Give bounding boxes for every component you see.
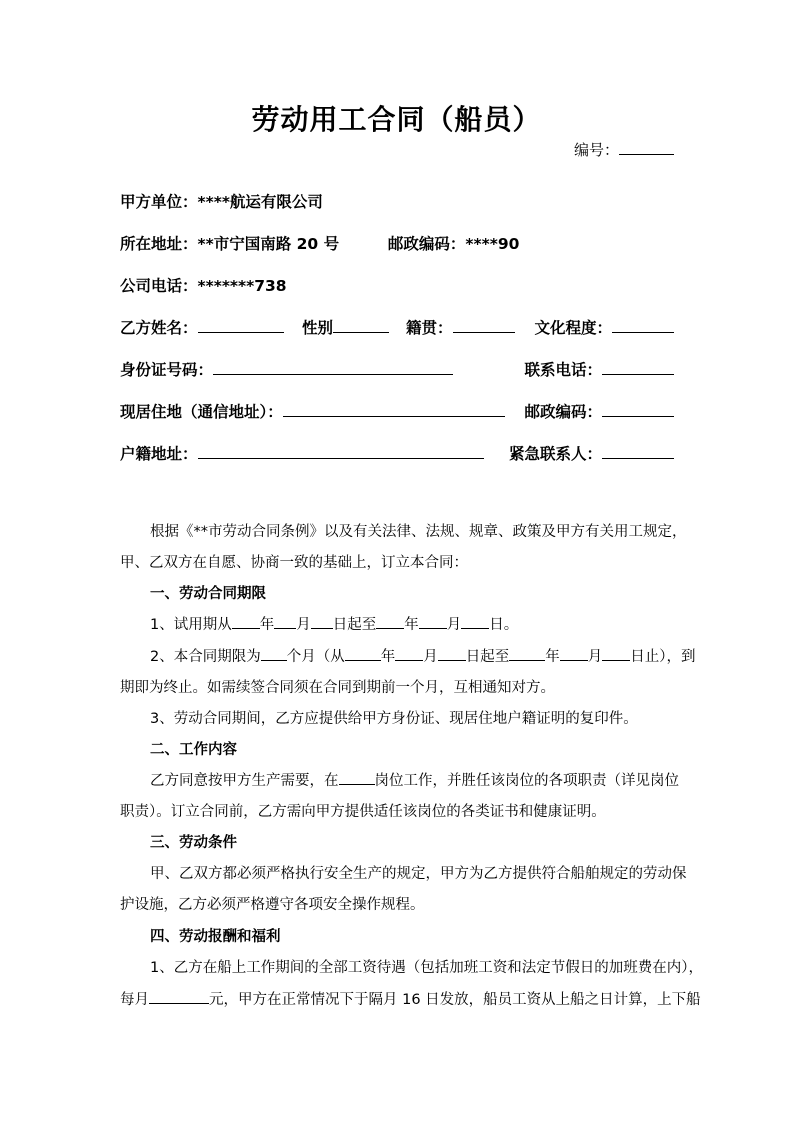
trial-end-year-blank[interactable] bbox=[376, 615, 404, 629]
s4-line2b: 元，甲方在正常情况下于隔月 16 日发放，船员工资从上船之日计算，上下船 bbox=[209, 992, 701, 1008]
party-b-row-3 bbox=[120, 400, 674, 422]
document-number bbox=[574, 139, 674, 160]
section-4-line-1: 1、乙方在船上工作期间的全部工资待遇（包括加班工资和法定节假日的加班费在内）， bbox=[150, 960, 703, 976]
s1-item1-to: 日起至 bbox=[332, 617, 377, 633]
trial-start-month-blank[interactable] bbox=[274, 615, 296, 629]
s1-item2-month: 月 bbox=[423, 649, 438, 665]
section-1-item-1 bbox=[120, 613, 704, 634]
party-a-postcode: 邮政编码：****90 bbox=[387, 235, 520, 253]
s1-item2-year: 年 bbox=[380, 649, 396, 665]
s1-item2-month2: 月 bbox=[587, 649, 603, 665]
s4-line2a: 每月 bbox=[120, 992, 149, 1008]
intro-line-2: 甲、乙双方在自愿、协商一致的基础上，订立本合同： bbox=[120, 555, 468, 571]
s1-item1-month: 月 bbox=[296, 617, 311, 633]
party-b-postcode-field[interactable] bbox=[602, 401, 674, 417]
section-2-line-1 bbox=[120, 769, 704, 790]
s1-item2-to: 日起至 bbox=[465, 649, 510, 665]
term-start-year-blank[interactable] bbox=[345, 647, 381, 661]
section-3-line-2: 护设施，乙方必须严格遵守各项安全操作规程。 bbox=[120, 897, 425, 913]
section-1-heading: 一、劳动合同期限 bbox=[150, 586, 266, 602]
section-2-heading: 二、工作内容 bbox=[150, 742, 237, 758]
party-b-id-label: 身份证号码： bbox=[120, 361, 214, 379]
party-b-id-field[interactable] bbox=[213, 359, 453, 375]
party-b-name-field[interactable] bbox=[198, 317, 284, 333]
s1-item2-text: 2、本合同期限为 bbox=[150, 649, 261, 665]
term-end-month-blank[interactable] bbox=[560, 647, 588, 661]
document-number-blank bbox=[619, 140, 674, 155]
section-1-item-2-cont: 期即为终止。如需续签合同须在合同到期前一个月，互相通知对方。 bbox=[120, 680, 555, 696]
party-a-address-text: 所在地址：**市宁国南路 20 号 bbox=[120, 235, 340, 253]
party-b-current-address-field[interactable] bbox=[283, 401, 505, 417]
document-number-label: 编号： bbox=[573, 141, 619, 159]
party-b-gender-label: 性别 bbox=[302, 319, 334, 337]
section-4-line-2 bbox=[120, 988, 701, 1009]
party-b-household-field[interactable] bbox=[198, 443, 484, 459]
term-start-month-blank[interactable] bbox=[395, 647, 423, 661]
position-blank[interactable] bbox=[339, 771, 375, 785]
party-b-education-field[interactable] bbox=[612, 317, 674, 333]
s1-item1-year: 年 bbox=[259, 617, 275, 633]
s2-line1a: 乙方同意按甲方生产需要，在 bbox=[150, 773, 339, 789]
party-b-postcode-label: 邮政编码： bbox=[524, 403, 602, 421]
party-b-contact-phone-field[interactable] bbox=[602, 359, 674, 375]
monthly-salary-blank[interactable] bbox=[149, 990, 209, 1004]
s1-item2-end: 日止），到 bbox=[630, 649, 696, 665]
s1-item2-months: 个月（从 bbox=[286, 649, 345, 665]
s1-item1-year2: 年 bbox=[404, 617, 419, 633]
section-3-heading: 三、劳动条件 bbox=[150, 835, 237, 851]
party-b-contact-phone-label: 联系电话： bbox=[524, 361, 602, 379]
party-b-row-4 bbox=[120, 442, 674, 464]
party-b-native-field[interactable] bbox=[453, 317, 515, 333]
party-b-row-1 bbox=[120, 316, 674, 338]
s1-item1-month2: 月 bbox=[446, 617, 462, 633]
trial-start-day-blank[interactable] bbox=[311, 615, 333, 629]
intro-line-1: 根据《**市劳动合同条例》以及有关法律、法规、规章、政策及甲方有关用工规定， bbox=[150, 524, 687, 540]
party-b-household-label: 户籍地址： bbox=[120, 445, 198, 463]
party-b-emergency-label: 紧急联系人： bbox=[508, 445, 602, 463]
party-b-name-label: 乙方姓名： bbox=[120, 319, 198, 337]
document-title: 劳动用工合同（船员） bbox=[251, 103, 542, 136]
party-b-emergency-field[interactable] bbox=[602, 443, 674, 459]
party-a-address bbox=[120, 232, 519, 254]
section-1-item-2 bbox=[120, 645, 704, 666]
section-4-heading: 四、劳动报酬和福利 bbox=[150, 929, 281, 945]
term-end-day-blank[interactable] bbox=[602, 647, 630, 661]
party-b-current-address-label: 现居住地（通信地址）： bbox=[120, 403, 283, 421]
term-end-year-blank[interactable] bbox=[509, 647, 545, 661]
section-2-line-2: 职责）。订立合同前，乙方需向甲方提供适任该岗位的各类证书和健康证明。 bbox=[120, 804, 606, 820]
party-b-gender-field[interactable] bbox=[333, 317, 389, 333]
party-b-native-label: 籍贯： bbox=[406, 319, 453, 337]
s2-line1b: 岗位工作，并胜任该岗位的各项职责（详见岗位 bbox=[374, 773, 679, 789]
term-start-day-blank[interactable] bbox=[438, 647, 466, 661]
party-a-phone: 公司电话：*******738 bbox=[120, 277, 287, 295]
section-3-line-1: 甲、乙双方都必须严格执行安全生产的规定，甲方为乙方提供符合船舶规定的劳动保 bbox=[150, 866, 687, 882]
section-1-item-3: 3、劳动合同期间，乙方应提供给甲方身份证、现居住地户籍证明的复印件。 bbox=[150, 711, 638, 727]
trial-end-month-blank[interactable] bbox=[419, 615, 447, 629]
party-a-unit: 甲方单位：****航运有限公司 bbox=[120, 193, 323, 211]
s1-item1-end: 日。 bbox=[489, 617, 519, 633]
s1-item2-year2: 年 bbox=[545, 649, 560, 665]
party-b-row-2 bbox=[120, 358, 674, 380]
trial-start-year-blank[interactable] bbox=[232, 615, 260, 629]
trial-end-day-blank[interactable] bbox=[461, 615, 489, 629]
party-b-education-label: 文化程度： bbox=[534, 319, 612, 337]
term-months-blank[interactable] bbox=[261, 647, 287, 661]
s1-item1-text: 1、试用期从 bbox=[150, 617, 232, 633]
